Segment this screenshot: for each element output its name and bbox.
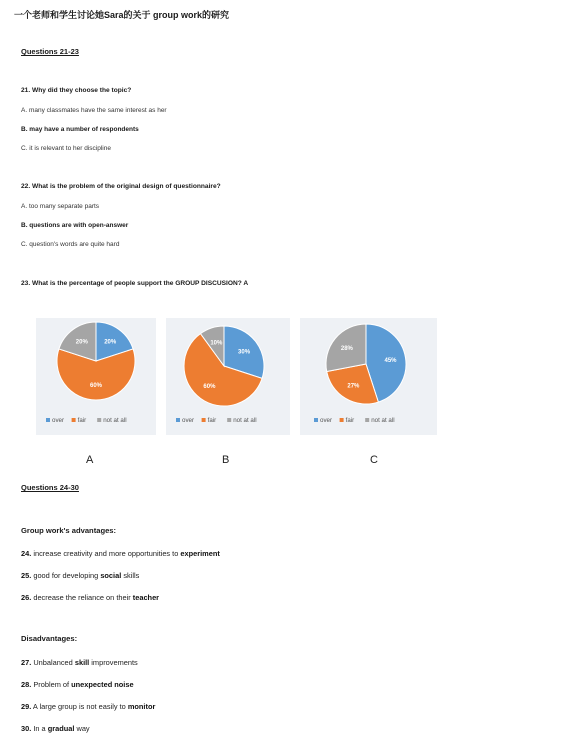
legend-label: not at all: [103, 417, 127, 424]
legend-label: fair: [345, 417, 355, 424]
item-number: 29.: [21, 702, 32, 711]
item-text: good for developing: [31, 571, 101, 580]
legend-swatch-fair: [72, 418, 76, 422]
chart-caption-c: C: [370, 454, 378, 466]
legend-swatch-over: [46, 418, 50, 422]
legend-swatch-fair: [340, 418, 344, 422]
disadvantage-item: [21, 702, 155, 711]
item-answer: social: [100, 571, 122, 580]
legend-swatch-not-at-all: [227, 418, 231, 422]
pie-data-label: 20%: [75, 339, 88, 346]
item-text: A large group is not easily to: [31, 702, 128, 711]
q22-option-a: A. too many separate parts: [21, 203, 100, 210]
pie-data-label: 10%: [210, 340, 223, 347]
item-text: In a: [31, 724, 48, 733]
disadvantage-item: [21, 658, 138, 667]
item-number: 25.: [21, 571, 32, 580]
advantage-item: [21, 571, 139, 580]
disadvantage-item: [21, 724, 90, 733]
item-answer: experiment: [180, 549, 220, 558]
disadvantages-heading: Disadvantages:: [21, 634, 78, 643]
pie-data-label: 27%: [347, 383, 360, 390]
pie-data-label: 30%: [238, 349, 251, 356]
disadvantage-item: [21, 680, 134, 689]
item-text-tail: skills: [121, 571, 140, 580]
legend-label: not at all: [371, 417, 395, 424]
item-number: 30.: [21, 724, 32, 733]
item-text: increase creativity and more opportunities to: [31, 549, 181, 558]
item-number: 26.: [21, 593, 32, 602]
q21-option-b: B. may have a number of respondents: [21, 126, 139, 133]
pie-data-label: 60%: [203, 384, 216, 391]
legend-swatch-not-at-all: [365, 418, 369, 422]
item-answer: gradual: [47, 724, 75, 733]
item-text-tail: improvements: [89, 658, 138, 667]
legend-label: over: [320, 417, 333, 424]
legend-swatch-not-at-all: [97, 418, 101, 422]
item-text: Unbalanced: [31, 658, 75, 667]
advantages-heading: Group work's advantages:: [21, 526, 117, 535]
legend-swatch-fair: [202, 418, 206, 422]
legend-swatch-over: [176, 418, 180, 422]
question-23: 23. What is the percentage of people support the GROUP DISCUSION? A: [21, 280, 249, 287]
question-21: 21. Why did they choose the topic?: [21, 87, 132, 94]
legend-label: over: [182, 417, 195, 424]
item-text: decrease the reliance on their: [31, 593, 133, 602]
pie-data-label: 45%: [384, 358, 397, 365]
page-title: 一个老师和学生讨论她Sara的关于 group work的研究: [14, 10, 230, 20]
item-answer: skill: [74, 658, 90, 667]
advantage-item: [21, 549, 220, 558]
item-text-tail: way: [74, 724, 90, 733]
legend-label: fair: [77, 417, 87, 424]
item-answer: monitor: [127, 702, 156, 711]
item-number: 27.: [21, 658, 32, 667]
chart-caption-a: A: [86, 454, 94, 466]
chart-caption-b: B: [222, 454, 230, 466]
legend-label: over: [52, 417, 65, 424]
question-22: 22. What is the problem of the original design of questionnaire?: [21, 183, 221, 190]
item-answer: unexpected noise: [71, 680, 134, 689]
legend-swatch-over: [314, 418, 318, 422]
item-answer: teacher: [132, 593, 160, 602]
q21-option-a: A. many classmates have the same interest as her: [21, 107, 167, 114]
pie-data-label: 20%: [104, 339, 117, 346]
pie-data-label: 28%: [340, 346, 353, 353]
item-text: Problem of: [31, 680, 72, 689]
legend-label: fair: [207, 417, 217, 424]
advantage-item: [21, 593, 159, 602]
pie-data-label: 60%: [89, 383, 103, 390]
q21-option-c: C. it is relevant to her discipline: [21, 145, 111, 152]
q22-option-b: B. questions are with open-answer: [21, 222, 129, 229]
legend-label: not at all: [233, 417, 257, 424]
section-heading-21-23: Questions 21-23: [21, 47, 79, 56]
item-number: 24.: [21, 549, 32, 558]
section-heading-24-30: Questions 24-30: [21, 483, 79, 492]
q22-option-c: C. question's words are quite hard: [21, 241, 120, 248]
item-number: 28.: [21, 680, 32, 689]
